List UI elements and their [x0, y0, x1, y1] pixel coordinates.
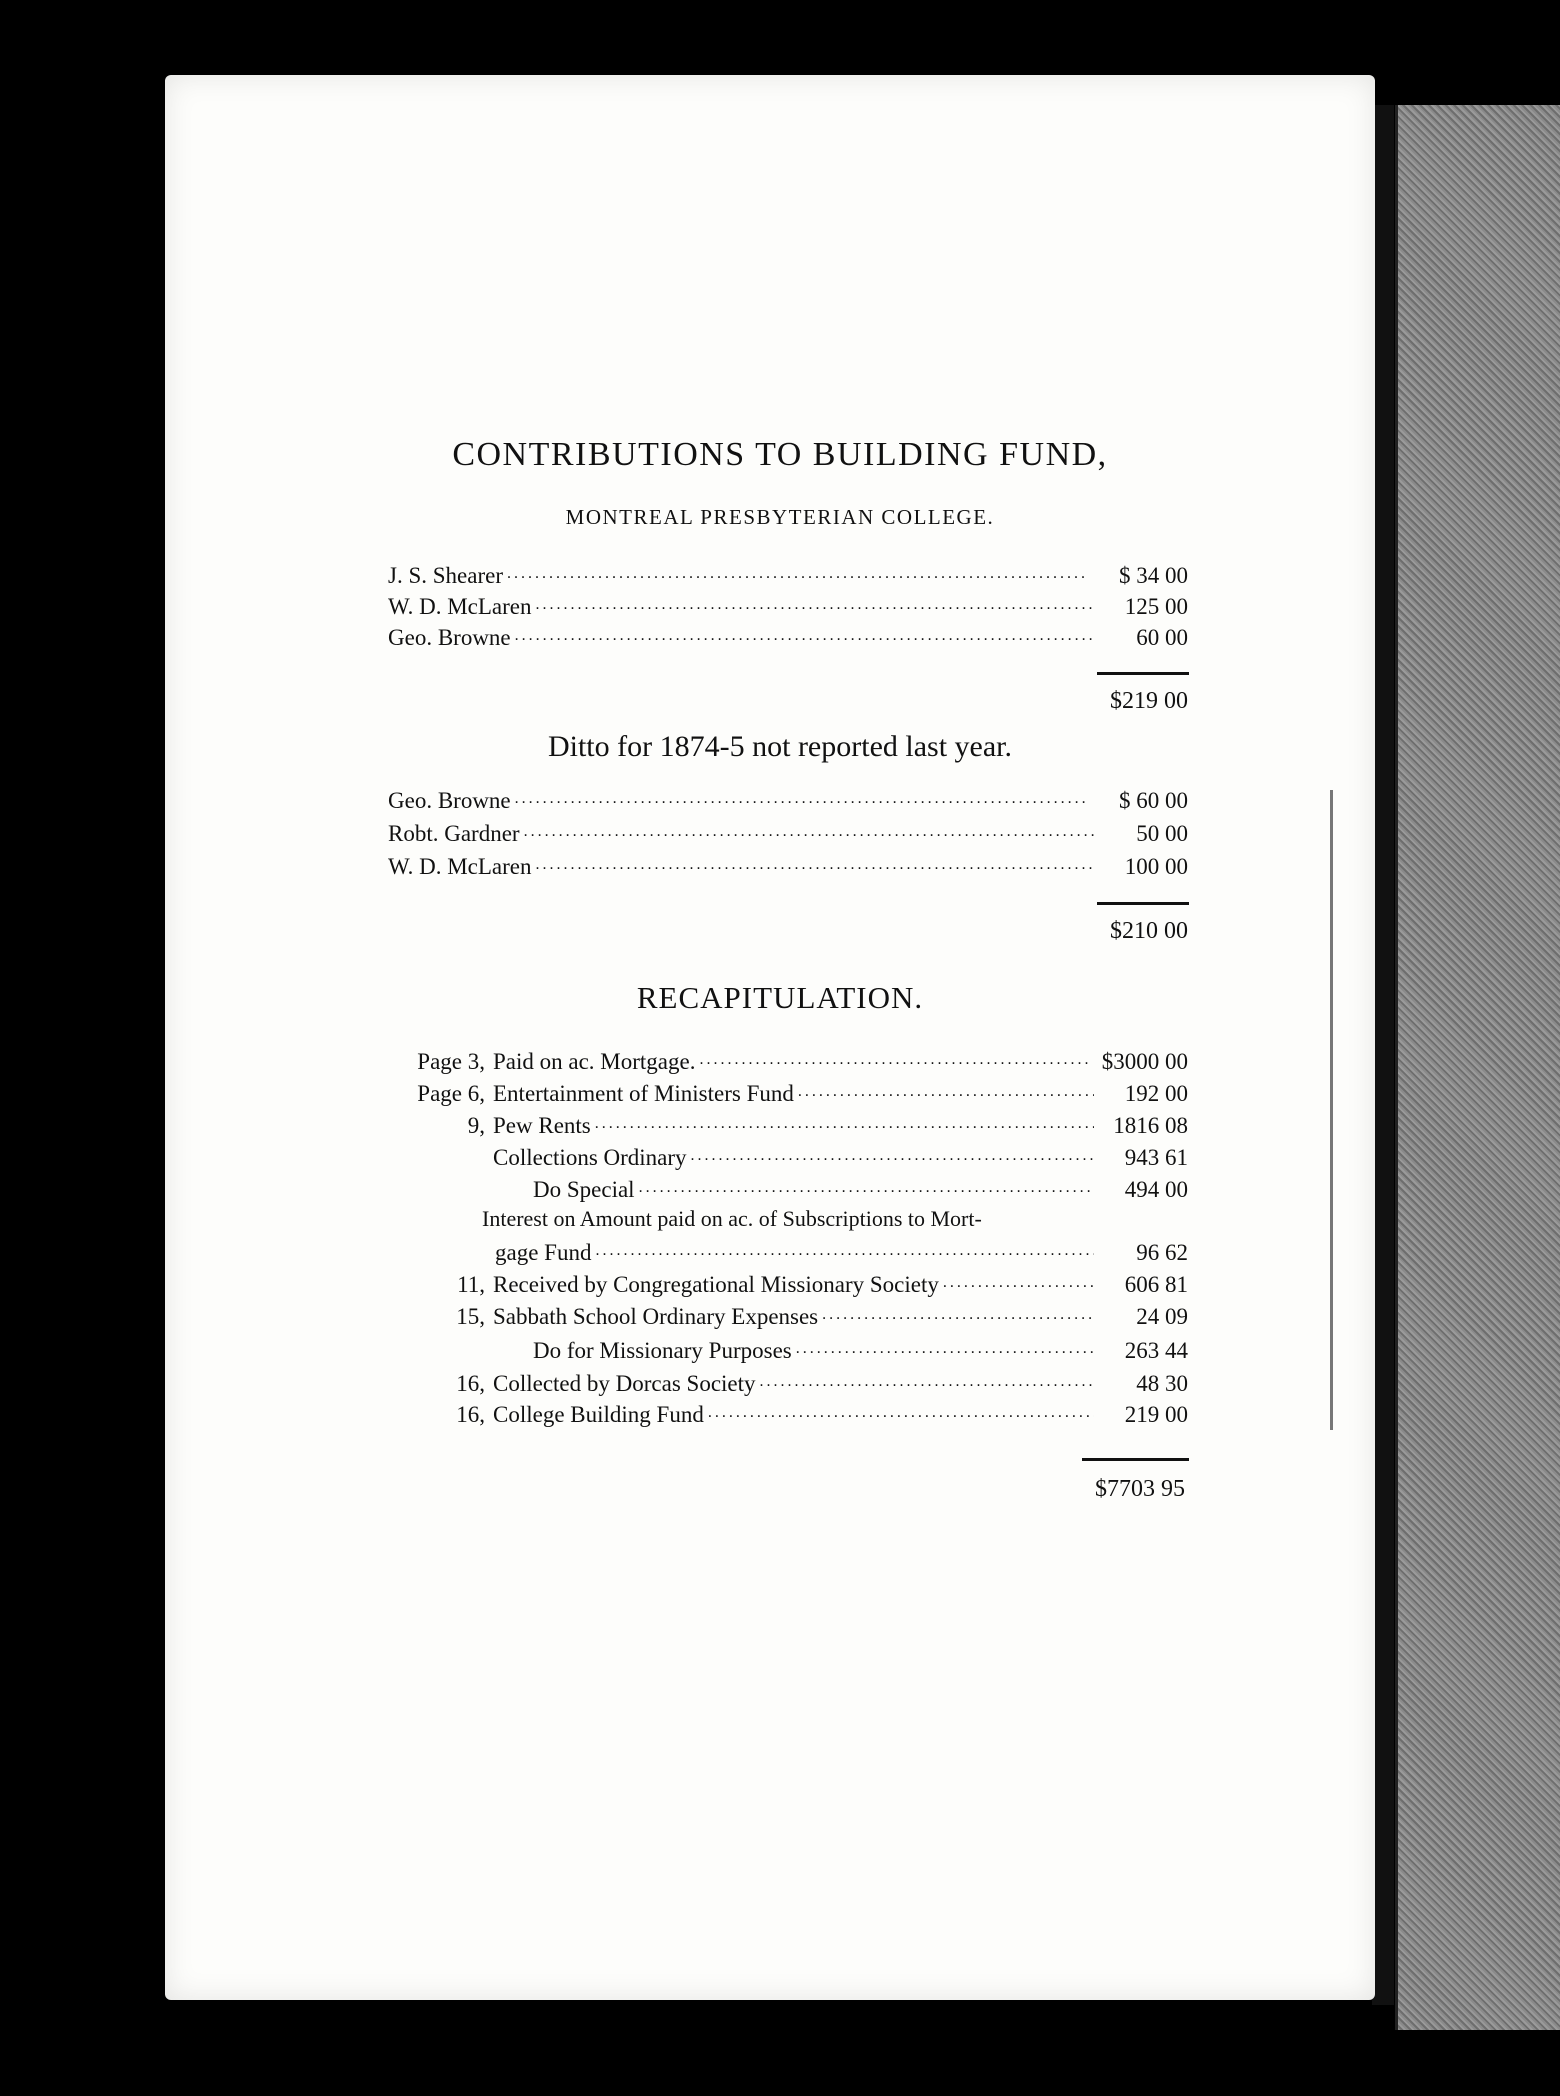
list-item: Collections Ordinary ..... 943 61 — [385, 1139, 1188, 1171]
ditto-total: $210 00 — [1110, 918, 1188, 944]
recap-title: RECAPITULATION. — [636, 980, 924, 1015]
list-item: Page 6, Entertainment of Ministers Fund ..... 192 00 — [385, 1075, 1188, 1107]
building-fund-title: CONTRIBUTIONS TO BUILDING FUND, — [452, 436, 1108, 473]
book-cover — [1395, 105, 1560, 2030]
list-item: Do for Missionary Purposes ..... 263 44 — [385, 1332, 1188, 1364]
list-item: Geo. Browne ..... $ 60 00 — [388, 782, 1188, 814]
list-item: 11, Received by Congregational Missionary Society ..... 606 81 — [385, 1266, 1188, 1298]
list-item: 16, Collected by Dorcas Society ..... 48 30 — [385, 1365, 1188, 1397]
list-item: 15, Sabbath School Ordinary Expenses ..... 24 09 — [385, 1298, 1188, 1330]
building-fund-subtitle: MONTREAL PRESBYTERIAN COLLEGE. — [565, 505, 995, 529]
list-item: J. S. Shearer ..... $ 34 00 — [388, 557, 1188, 589]
total-rule — [1097, 902, 1189, 905]
list-item: 16, College Building Fund ..... 219 00 — [385, 1396, 1188, 1428]
list-item: Page 3, Paid on ac. Mortgage. ..... $3000 00 — [385, 1043, 1188, 1075]
page-edge-shadow — [1372, 105, 1394, 2005]
list-item: Robt. Gardner ..... 50 00 — [388, 815, 1188, 847]
recap-total: $7703 95 — [1095, 1476, 1185, 1502]
list-item: W. D. McLaren ..... 100 00 — [388, 848, 1188, 880]
building-fund-total: $219 00 — [1110, 688, 1188, 714]
total-rule — [1082, 1458, 1189, 1461]
list-item: Do Special ..... 494 00 — [385, 1171, 1188, 1203]
binding-thread — [1330, 790, 1333, 1430]
list-item: gage Fund ..... 96 62 — [385, 1234, 1188, 1266]
total-rule — [1097, 672, 1189, 675]
document-page — [165, 75, 1375, 2000]
recap-wrap-line: Interest on Amount paid on ac. of Subscriptions to Mort- — [482, 1206, 982, 1231]
list-item: W. D. McLaren ..... 125 00 — [388, 588, 1188, 620]
list-item: 9, Pew Rents ..... 1816 08 — [385, 1107, 1188, 1139]
list-item: Geo. Browne ..... 60 00 — [388, 619, 1188, 651]
ditto-title: Ditto for 1874-5 not reported last year. — [547, 730, 1013, 763]
